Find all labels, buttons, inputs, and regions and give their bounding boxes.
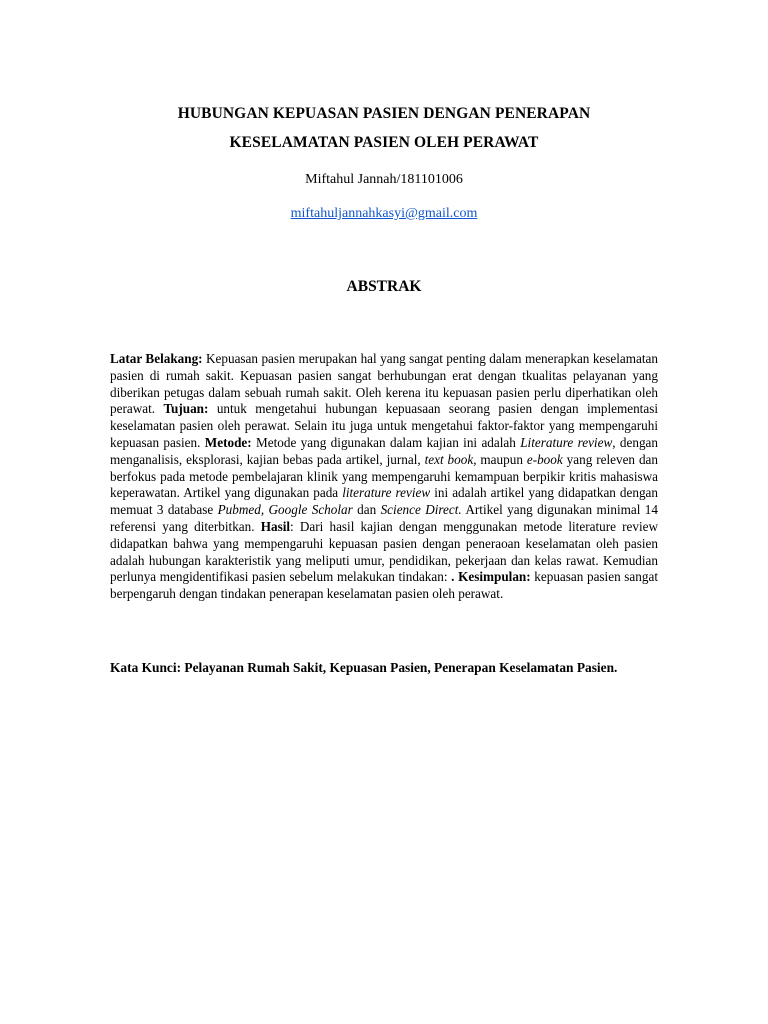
kesimpulan-text: kepuasan pasien sangat berpengaruh dengan tindakan penerapan keselamatan pasien oleh perawat.	[110, 569, 658, 602]
tujuan-text: untuk mengetahui hubungan kepuasaan seorang pasien dengan implementasi keselamatan pasien oleh perawat. Selain itu juga untuk mengetahui faktor-faktor yang mempengaruhi kepuasan pasien.	[110, 401, 658, 450]
latar-belakang-label: Latar Belakang:	[110, 351, 203, 366]
metode-text: , dengan menganalisis, eksplorasi, kajian bebas pada artikel, jurnal,	[110, 434, 658, 467]
email-link[interactable]: miftahuljannahkasyi@gmail.com	[290, 206, 478, 221]
metode-text: , maupun	[473, 451, 527, 467]
kesimpulan-label: . Kesimpulan:	[451, 569, 531, 585]
paper-title-line-1: HUBUNGAN KEPUASAN PASIEN DENGAN PENERAPAN	[177, 105, 591, 122]
tujuan-label: Tujuan:	[163, 401, 209, 417]
metode-text: ini adalah artikel yang didapatkan dengan memuat 3 database	[110, 485, 659, 518]
keywords-line: Kata Kunci: Pelayanan Rumah Sakit, Kepuasan Pasien, Penerapan Keselamatan Pasien.	[110, 660, 618, 675]
metode-italic-term: text book	[424, 451, 474, 467]
metode-italic-term: e-book	[526, 451, 563, 467]
abstract-heading: ABSTRAK	[346, 278, 422, 295]
metode-text: Metode yang digunakan dalam kajian ini adalah	[251, 434, 521, 450]
hasil-label: Hasil	[260, 518, 291, 534]
email-line	[0, 206, 768, 222]
metode-text: dan	[352, 502, 381, 518]
hasil-text: : Dari hasil kajian dengan menggunakan metode literature review didapatkan bahwa yang mempengaruhi kepuasan pasien dengan peneraoan keselamatan oleh pasien adalah hubungan karakteristik yang meliputi umur, pendidikan, pekerjaan dan kelas rawat. Kemudian perlunya mengidentifikasi pasien sebelum melakukan tindakan:	[110, 518, 658, 585]
metode-text: yang releven dan berfokus pada metode pembelajaran klinik yang mempengaruhi kemampuan berpikir kritis mahasiswa keperawatan. Artikel yang digunakan pada	[110, 451, 658, 501]
paper-title-line-2: KESELAMATAN PASIEN OLEH PERAWAT	[229, 134, 539, 151]
metode-italic-term: Science Direct.	[380, 502, 462, 518]
latar-belakang-text: Kepuasan pasien merupakan hal yang sangat penting dalam menerapkan keselamatan pasien di rumah sakit. Kepuasan pasien sangat berhubungan erat dengan tkualitas pelayanan yang diberikan petugas dalam sebuah rumah sakit. Oleh kerena itu kepuasan pasien perlu diperhatikan oleh perawat.	[110, 351, 658, 417]
metode-label: Metode:	[204, 434, 252, 450]
author-line: Miftahul Jannah/181101006	[305, 172, 463, 187]
metode-italic-term: literature review	[342, 485, 431, 501]
metode-italic-term: Pubmed, Google Scholar	[217, 502, 353, 518]
metode-italic-term: Literature review	[520, 434, 613, 450]
metode-text: Artikel yang digunakan minimal 14 referensi yang diterbitkan.	[110, 502, 658, 534]
abstract-body	[110, 351, 658, 603]
